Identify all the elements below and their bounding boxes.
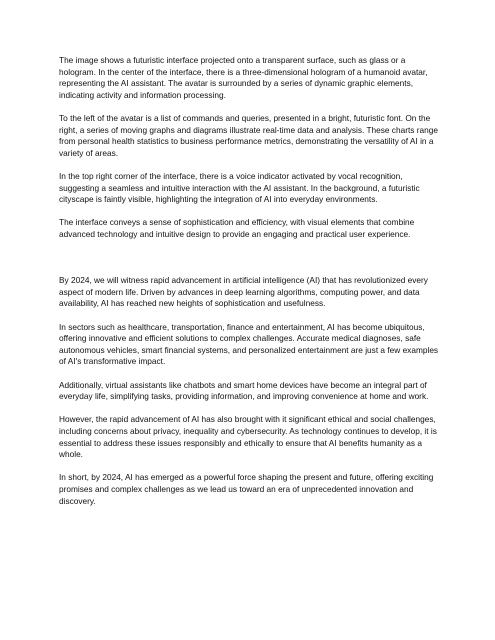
paragraph: However, the rapid advancement of AI has also brought with it significant ethical and social challenges, including concerns about privacy, inequality and cybersecurity. As technology continues to develop, it is essential to address these issues responsibly and ethically to ensure that AI benefits humanity as a whole. bbox=[59, 414, 437, 460]
document-body bbox=[59, 55, 444, 519]
paragraph: In short, by 2024, AI has emerged as a powerful force shaping the present and future, offering exciting promises and complex challenges as we lead us toward an era of unprecedented innovation and discovery. bbox=[59, 472, 434, 506]
paragraph: To the left of the avatar is a list of commands and queries, presented in a bright, futuristic font. On the right, a series of moving graphs and diagrams illustrate real-time data and analysis. These charts range from personal health statistics to business performance metrics, demonstrating the versatility of AI in a variety of areas. bbox=[59, 112, 438, 158]
paragraph: Additionally, virtual assistants like chatbots and smart home devices have become an integral part of everyday life, simplifying tasks, providing information, and improving convenience at home and work. bbox=[59, 379, 429, 402]
paragraph: By 2024, we will witness rapid advancement in artificial intelligence (AI) that has revolutionized every aspect of modern life. Driven by advances in deep learning algorithms, computing power, and data availability, AI has reached new heights of sophistication and usefulness. bbox=[59, 275, 428, 309]
paragraph: The image shows a futuristic interface projected onto a transparent surface, such as glass or a hologram. In the center of the interface, there is a three-dimensional hologram of a humanoid avatar, representing the AI assistant. The avatar is surrounded by a series of dynamic graphic elements, indicating activity and information processing. bbox=[59, 55, 428, 100]
paragraph: In sectors such as healthcare, transportation, finance and entertainment, AI has become ubiquitous, offering innovative and efficient solutions to complex challenges. Accurate medical diagnoses, safe autonomous vehicles, smart financial systems, and personalized entertainment are just a few examples of AI's transformative impact. bbox=[59, 321, 439, 367]
paragraph: In the top right corner of the interface, there is a voice indicator activated by vocal recognition, suggesting a seamless and intuitive interaction with the AI assistant. In the background, a futuristic cityscape is faintly visible, highlighting the integration of AI into everyday environments. bbox=[59, 170, 420, 205]
section-spacer bbox=[59, 252, 444, 275]
paragraph: The interface conveys a sense of sophistication and efficiency, with visual elements that combine advanced technology and intuitive design to provide an engaging and practical user experience. bbox=[59, 217, 415, 239]
